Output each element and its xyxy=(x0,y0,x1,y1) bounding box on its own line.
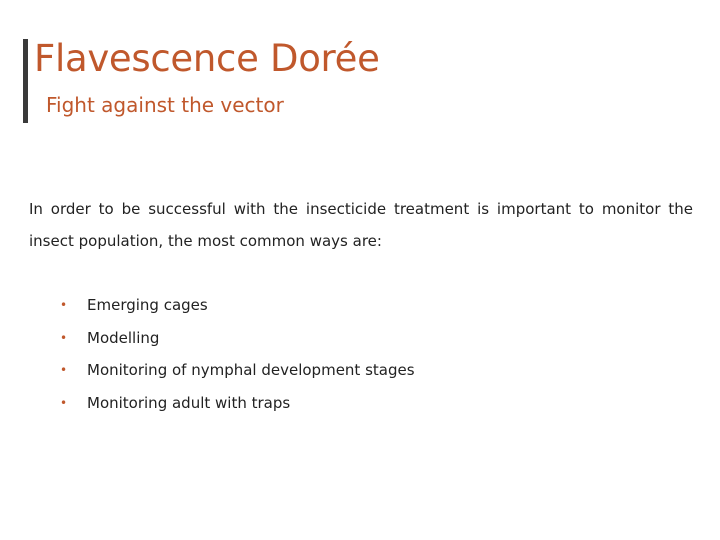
bullet-icon: • xyxy=(60,395,68,410)
monitoring-methods-list xyxy=(60,289,415,419)
list-item xyxy=(60,289,415,322)
title-accent-bar xyxy=(23,39,28,123)
bullet-icon: • xyxy=(60,298,68,312)
slide-subtitle: Fight against the vector xyxy=(46,93,284,117)
bullet-icon: • xyxy=(60,330,68,345)
slide-title: Flavescence Dorée xyxy=(34,37,380,80)
method-label: Monitoring of nymphal development stages xyxy=(87,361,415,379)
list-item xyxy=(60,354,415,387)
intro-paragraph: In order to be successful with the insecticide treatment is important to monitor the insect population, the most common ways are: xyxy=(29,200,693,250)
method-label: Modelling xyxy=(87,328,160,347)
bullet-icon: • xyxy=(60,363,68,377)
method-label: Monitoring adult with traps xyxy=(87,393,291,412)
list-item xyxy=(60,387,415,420)
method-label: Emerging cages xyxy=(87,296,208,314)
list-item xyxy=(60,322,415,355)
